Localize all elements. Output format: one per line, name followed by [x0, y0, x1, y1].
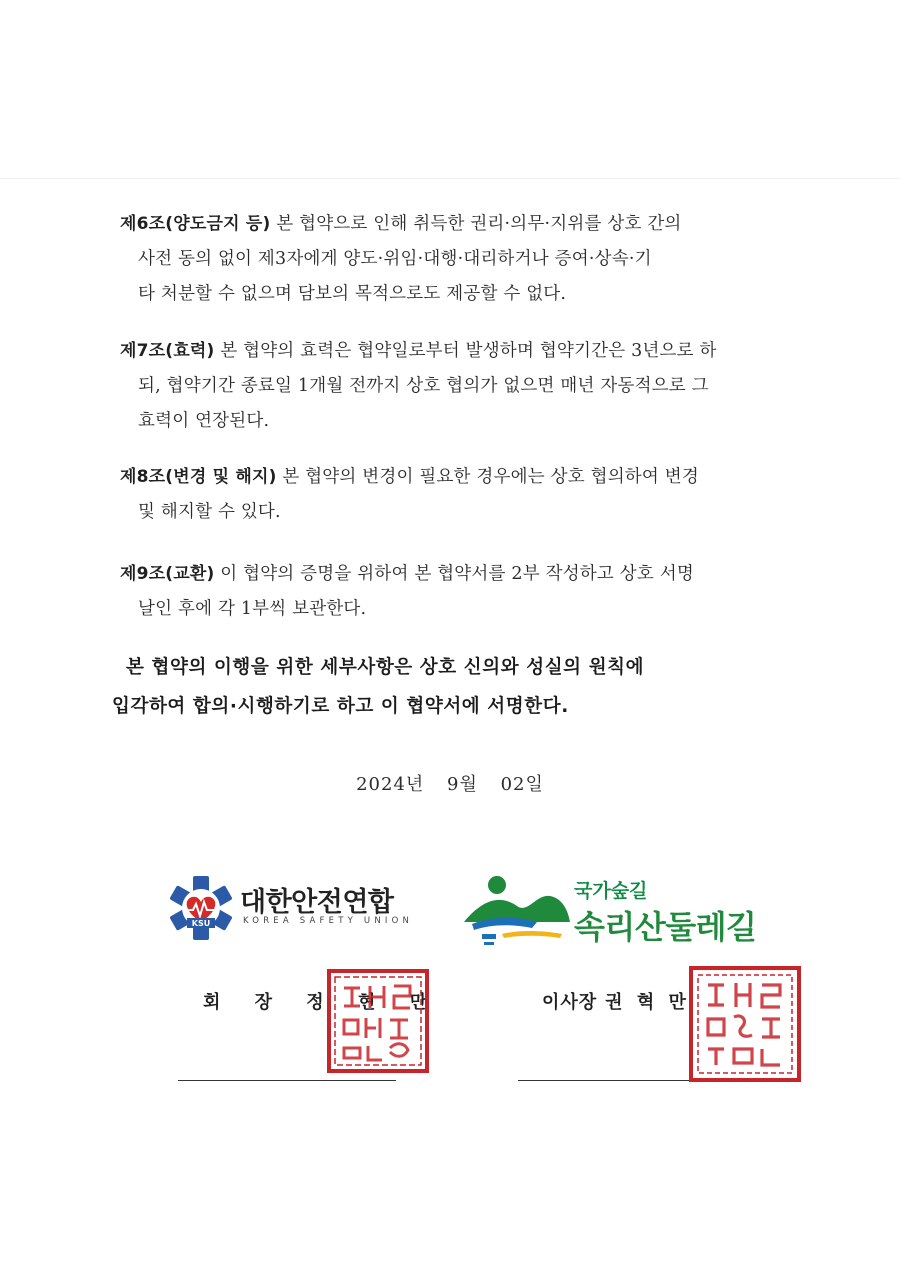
article-9-line-1: 이 협약의 증명을 위하여 본 협약서를 2부 작성하고 상호 서명 [220, 564, 694, 584]
trail-mountain-icon [462, 872, 572, 950]
date-month: 9월 [447, 774, 478, 795]
article-7 [120, 334, 780, 439]
date-year: 2024년 [356, 774, 425, 795]
article-6-line-1: 본 협약으로 인해 취득한 권리·의무·지위를 상호 간의 [276, 214, 682, 234]
left-signer: 회 장 정 현 만 [203, 992, 442, 1013]
ksu-seal-stamp [326, 968, 430, 1074]
article-8-line-2: 및 해지할 수 있다. [138, 502, 281, 522]
agreement-date [0, 770, 900, 796]
article-7-line-1: 본 협약의 효력은 협약일로부터 발생하며 협약기간은 3년으로 하 [220, 341, 717, 361]
trail-seal-stamp [688, 965, 802, 1083]
article-7-line-3: 효력이 연장된다. [138, 411, 270, 431]
trail-logo-big: 속리산둘레길 [574, 908, 757, 946]
scan-fold-line [0, 178, 900, 179]
article-6-head: 제6조(양도금지 등) [120, 214, 271, 234]
ksu-emblem-icon [165, 872, 237, 944]
ksu-badge-text: KSU [191, 919, 211, 928]
closing-line-2: 입각하여 합의·시행하기로 하고 이 협약서에 서명한다. [112, 696, 569, 717]
right-signer [542, 988, 690, 1014]
article-8-line-1: 본 협약의 변경이 필요한 경우에는 상호 협의하여 변경 [282, 467, 699, 487]
article-9 [120, 557, 780, 627]
ksu-logo [165, 872, 415, 944]
songnisan-trail-logo [462, 872, 792, 952]
article-8-head: 제8조(변경 및 해지) [120, 467, 277, 487]
article-7-head: 제7조(효력) [120, 341, 215, 361]
date-day: 02일 [500, 774, 544, 795]
closing-line-1: 본 협약의 이행을 위한 세부사항은 상호 신의와 성실의 원칙에 [126, 657, 645, 678]
ksu-logo-subtitle: KOREA SAFETY UNION [243, 916, 414, 926]
article-6-line-3: 타 처분할 수 없으며 담보의 목적으로도 제공할 수 없다. [138, 284, 567, 304]
article-9-line-2: 날인 후에 각 1부씩 보관한다. [138, 599, 367, 619]
closing-statement [112, 648, 802, 726]
right-signer-title: 이사장 [542, 992, 598, 1013]
left-signature-line [178, 1080, 396, 1081]
article-7-line-2: 되, 협약기간 종료일 1개월 전까지 상호 협의가 없으면 매년 자동적으로 그 [138, 376, 709, 396]
trail-logo-small: 국가숲길 [574, 880, 648, 902]
ksu-logo-name: 대한안전연합 [240, 887, 394, 918]
article-9-head: 제9조(교환) [120, 564, 215, 584]
right-signer-name: 권 혁 만 [605, 992, 690, 1013]
article-6-line-2: 사전 동의 없이 제3자에게 양도·위임·대행·대리하거나 증여·상속·기 [138, 249, 652, 269]
article-6 [120, 207, 780, 312]
article-8 [120, 460, 780, 530]
